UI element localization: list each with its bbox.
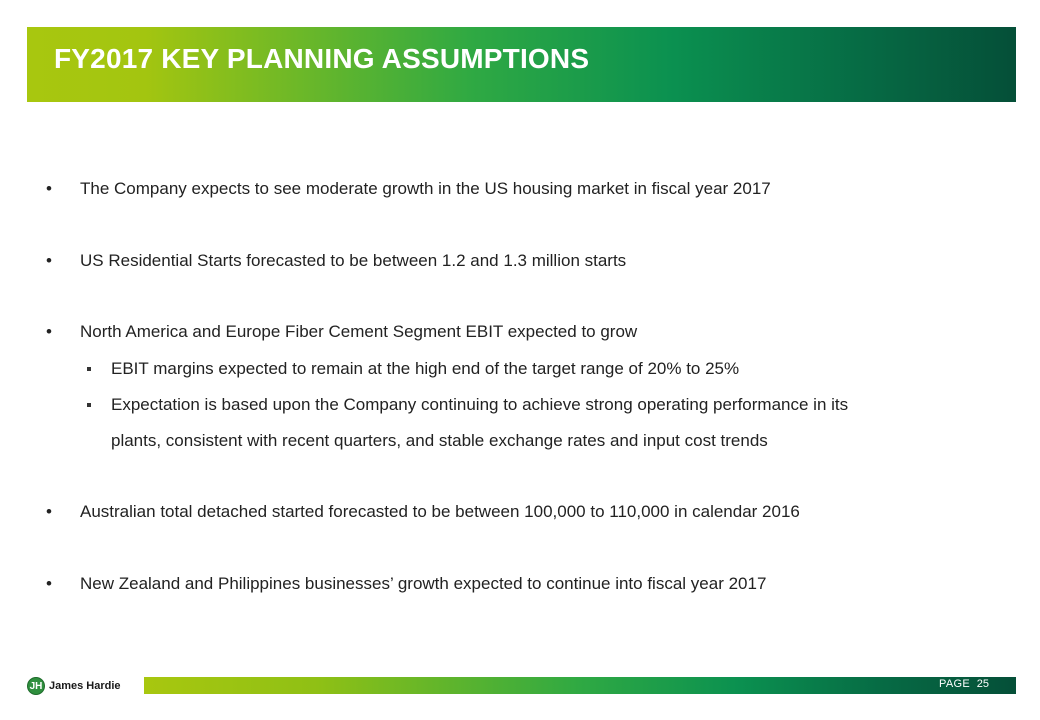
bullet-marker: • (46, 251, 52, 270)
bullet-text: New Zealand and Philippines businesses’ growth expected to continue into fiscal year 2017 (80, 574, 767, 593)
bullet-text: North America and Europe Fiber Cement Segment EBIT expected to grow (80, 322, 638, 341)
logo-icon: JH (27, 677, 45, 695)
company-logo (27, 676, 121, 696)
bullet-text: The Company expects to see moderate growth in the US housing market in fiscal year 2017 (80, 179, 771, 198)
page-title: FY2017 KEY PLANNING ASSUMPTIONS (54, 43, 590, 74)
bullet-text: Australian total detached started forecasted to be between 100,000 to 110,000 in calendar 2016 (80, 502, 800, 521)
bullet-marker: • (46, 502, 52, 521)
bullet-marker: • (46, 322, 52, 341)
bullet-marker: • (46, 574, 52, 593)
logo-wordmark: James Hardie (49, 680, 121, 692)
sub-bullet-continuation: plants, consistent with recent quarters, and stable exchange rates and input cost trends (111, 431, 768, 450)
sub-bullet-text: Expectation is based upon the Company continuing to achieve strong operating performance in its (111, 395, 849, 414)
sub-bullet-marker (87, 367, 91, 371)
bullet-text: US Residential Starts forecasted to be between 1.2 and 1.3 million starts (80, 251, 627, 270)
bullet-marker: • (46, 179, 52, 198)
page-number: 25 (976, 678, 989, 690)
sub-bullet-marker (87, 403, 91, 407)
footer-bar (144, 677, 1016, 694)
sub-bullet-text: EBIT margins expected to remain at the high end of the target range of 20% to 25% (111, 359, 740, 378)
page-label: PAGE (939, 678, 970, 690)
